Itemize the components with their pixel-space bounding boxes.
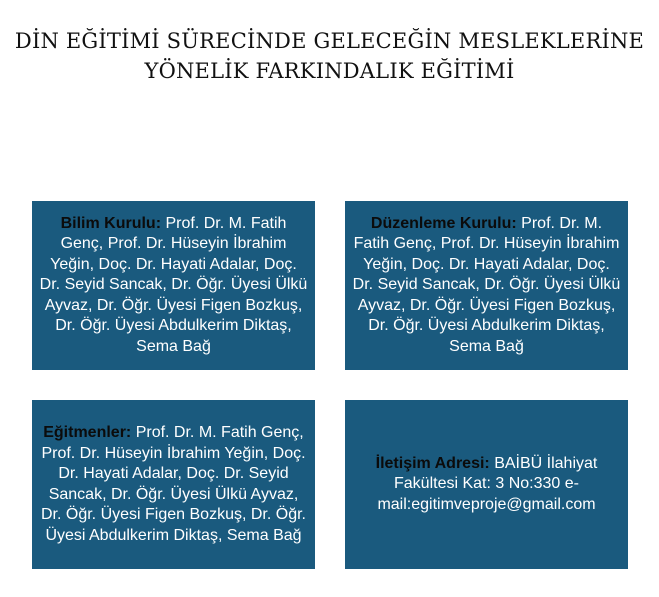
page-title-line-1: DİN EĞİTİMİ SÜRECİNDE GELECEĞİN MESLEKLERİNE <box>14 29 645 53</box>
iletisim-adresi-box <box>345 400 628 569</box>
iletisim-adresi-text: BAİBÜ İlahiyat Fakültesi Kat: 3 No:330 e-mail:egitimveproje@gmail.com <box>377 454 598 513</box>
duzenleme-kurulu-content <box>351 214 622 358</box>
iletisim-adresi-label: İletişim Adresi: <box>375 454 490 472</box>
duzenleme-kurulu-text: Prof. Dr. M. Fatih Genç, Prof. Dr. Hüseyin İbrahim Yeğin, Doç. Dr. Hayati Adalar, Doç. Dr. Seyid Sancak, Dr. Öğr. Üyesi Ülkü Ayvaz, Dr. Öğr. Üyesi Figen Bozkuş, Dr. Öğr. Üyesi Abdulkerim Diktaş, Sema Bağ <box>352 214 621 355</box>
iletisim-adresi-content <box>351 454 622 516</box>
egitmenler-box <box>32 400 315 569</box>
bilim-kurulu-text: Prof. Dr. M. Fatih Genç, Prof. Dr. Hüseyin İbrahim Yeğin, Doç. Dr. Hayati Adalar, Doç. Dr. Seyid Sancak, Dr. Öğr. Üyesi Ülkü Ayvaz, Dr. Öğr. Üyesi Figen Bozkuş, Dr. Öğr. Üyesi Abdulkerim Diktaş, Sema Bağ <box>39 214 308 355</box>
duzenleme-kurulu-box <box>345 201 628 370</box>
bilim-kurulu-label: Bilim Kurulu: <box>60 214 162 232</box>
egitmenler-text: Prof. Dr. M. Fatih Genç, Prof. Dr. Hüseyin İbrahim Yeğin, Doç. Dr. Hayati Adalar, Doç. Dr. Seyid Sancak, Dr. Öğr. Üyesi Ülkü Ayvaz, Dr. Öğr. Üyesi Figen Bozkuş, Dr. Öğr. Üyesi Abdulkerim Diktaş, Sema Bağ <box>41 424 306 544</box>
duzenleme-kurulu-label: Düzenleme Kurulu: <box>370 214 517 232</box>
egitmenler-content <box>38 423 309 546</box>
egitmenler-label: Eğitmenler: <box>43 424 132 441</box>
bilim-kurulu-content <box>38 214 309 358</box>
bilim-kurulu-box <box>32 201 315 370</box>
page-title-line-2: YÖNELİK FARKINDALIK EĞİTİMİ <box>144 59 515 83</box>
page-title <box>0 26 659 86</box>
